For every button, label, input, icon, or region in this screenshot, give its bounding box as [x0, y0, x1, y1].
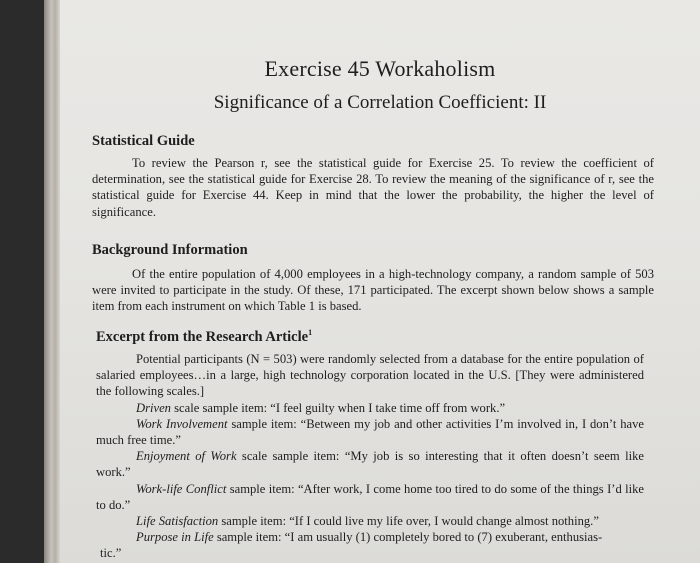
page-subtitle: Significance of a Correlation Coefficient: II — [213, 92, 547, 113]
background-paragraph: Of the entire population of 4,000 employees in a high-technology company, a random sample of 503 were invited to participate in the study. Of these, 171 participated. The excerpt shown below shows a sample item from each instrument on which Table 1 is based. — [92, 267, 654, 314]
scale-label: Driven — [136, 400, 171, 415]
scale-item-work-involvement — [96, 416, 644, 448]
excerpt-heading — [96, 328, 312, 346]
excerpt-intro: Potential participants (N = 503) were randomly selected from a database for the entire population of salaried employees…in a large, high technology corporation located in the U.S. [They were administered the following scales.] — [96, 352, 644, 399]
scale-item-purpose-in-life — [96, 529, 644, 545]
footnote-mark: 1 — [308, 328, 313, 337]
statistical-guide-text — [92, 155, 654, 220]
scale-item-life-satisfaction — [96, 513, 644, 529]
scale-item-driven — [96, 400, 644, 416]
page-title: Exercise 45 Workaholism — [264, 56, 496, 81]
scale-item-enjoyment — [96, 448, 644, 480]
scale-label: Work-life Conflict — [136, 481, 227, 496]
scale-text: sample item: “If I could live my life over, I would change almost nothing.” — [218, 514, 599, 529]
scale-text: sample item: “I am usually (1) completely bored to (7) exuberant, enthusias- — [213, 530, 603, 545]
background-heading: Background Information — [92, 242, 248, 258]
scale-text: scale sample item: “I feel guilty when I take time off from work.” — [170, 400, 506, 415]
book-page — [60, 0, 700, 563]
background-text — [92, 266, 654, 315]
scale-text: sample item: “After work, I come home too tired to do some of the things I’d like to do.” — [96, 481, 644, 512]
binder-shadow — [0, 0, 44, 563]
page-edge — [44, 0, 60, 563]
excerpt-heading-text: Excerpt from the Research Article — [96, 328, 309, 345]
excerpt-text — [96, 351, 644, 562]
scale-label: Enjoyment of Work — [136, 449, 237, 464]
scale-label: Purpose in Life — [136, 530, 214, 545]
statistical-guide-heading: Statistical Guide — [92, 133, 195, 149]
scale-text: sample item: “Between my job and other activities I’m involved in, I don’t have much free time.” — [96, 416, 645, 448]
scale-item-work-life-conflict — [96, 481, 644, 513]
scale-label: Life Satisfaction — [136, 514, 219, 529]
statistical-guide-paragraph: To review the Pearson r, see the statistical guide for Exercise 25. To review the coefficient of determination, see the statistical guide for Exercise 28. To review the meaning of the significance of r, see the statistical guide for Exercise 44. Keep in mind that the lower the probability, the higher the level of significance. — [92, 156, 654, 219]
excerpt-trailing: tic.” — [100, 546, 122, 561]
scale-label: Work Involvement — [136, 416, 228, 431]
scale-text: scale sample item: “My job is so interesting that it often doesn’t seem like work.” — [96, 449, 644, 480]
